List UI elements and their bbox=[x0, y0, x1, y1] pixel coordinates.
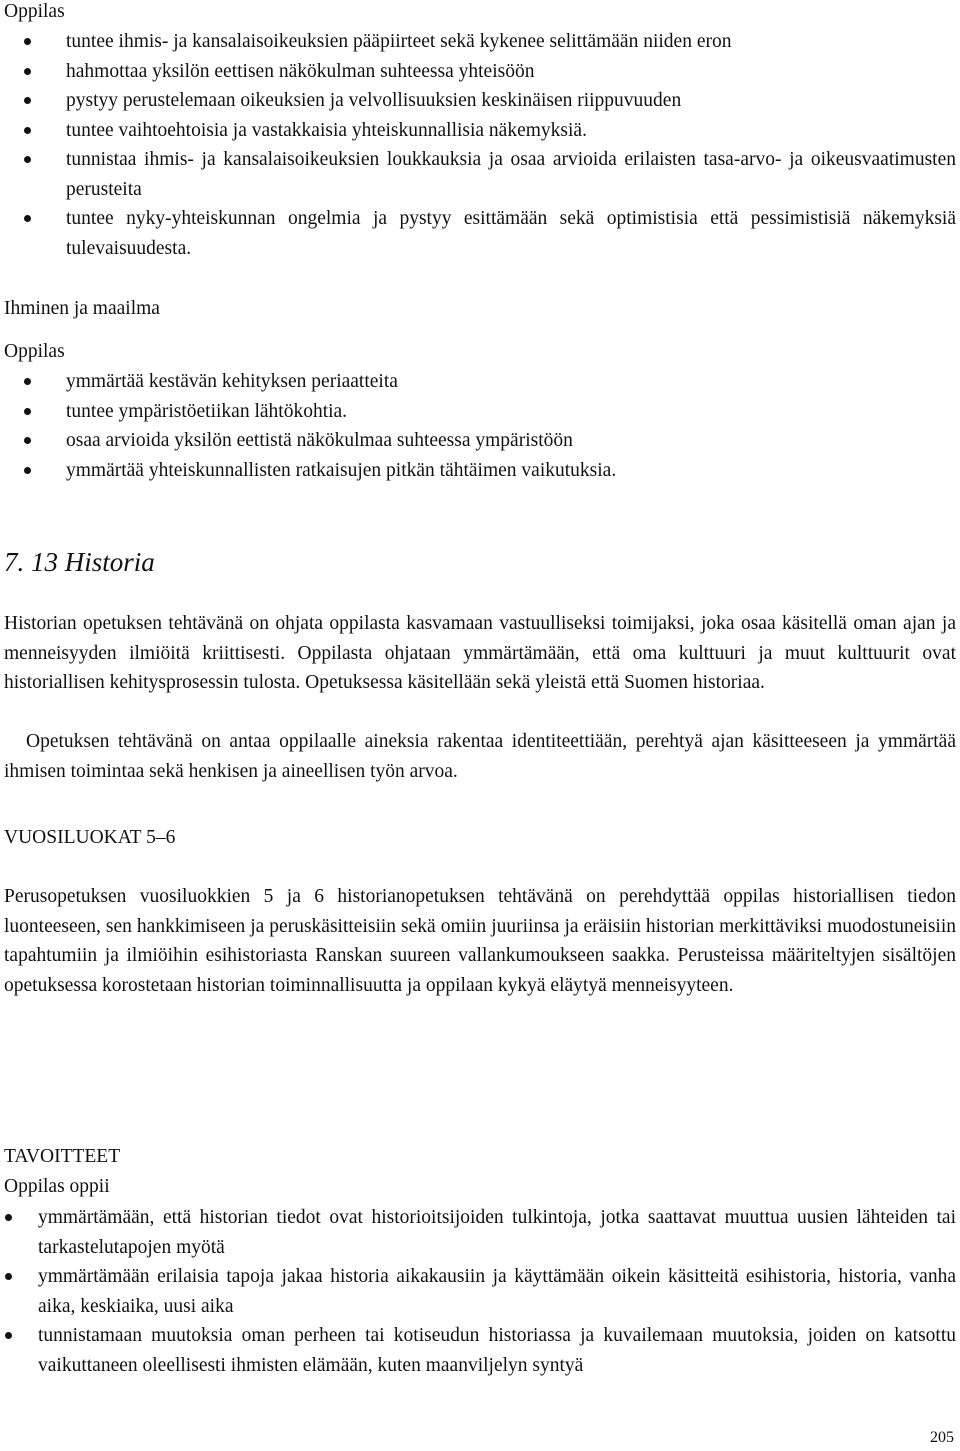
bullet-icon bbox=[24, 467, 31, 474]
block1-list bbox=[4, 27, 956, 263]
bullet-icon bbox=[24, 156, 31, 163]
block2-label: Oppilas bbox=[4, 341, 65, 362]
list-item: tuntee nyky-yhteiskunnan ongelmia ja pystyy esittämään sekä optimistisia että pessimistisiä näkemyksiä tulevaisuudesta. bbox=[4, 204, 956, 263]
section-paragraph-1: Historian opetuksen tehtävänä on ohjata oppilasta kasvamaan vastuulliseksi toimijaksi, joka osaa käsitellä oman ajan ja menneisyyden ilmiöitä kriittisesti. Oppilasta ohjataan ymmärtämään, että oma kulttuuri ja muut kulttuurit ovat historiallisen kehitysprosessin tulosta. Opetuksessa käsitellään sekä yleistä että Suomen historiaa. bbox=[4, 613, 956, 693]
list-item: tuntee ympäristöetiikan lähtökohtia. bbox=[4, 397, 956, 427]
page-number: 205 bbox=[930, 1429, 954, 1446]
goals-list bbox=[4, 1203, 956, 1380]
list-item: osaa arvioida yksilön eettistä näkökulmaa suhteessa ympäristöön bbox=[4, 426, 956, 456]
bullet-icon bbox=[24, 408, 31, 415]
bullet-icon bbox=[24, 38, 31, 45]
list-item: tunnistaa ihmis- ja kansalaisoikeuksien loukkauksia ja osaa arvioida erilaisten tasa-arvo- ja oikeusvaatimusten perusteita bbox=[4, 145, 956, 204]
bullet-icon bbox=[5, 1332, 12, 1339]
list-item: tunnistamaan muutoksia oman perheen tai kotiseudun historiassa ja kuvailemaan muutoksia, joiden on katsottu vaikuttaneen oleellisesti ihmisten elämään, kuten maanviljelyn syntyä bbox=[4, 1321, 956, 1380]
list-item: hahmottaa yksilön eettisen näkökulman suhteessa yhteisöön bbox=[4, 57, 956, 87]
bullet-icon bbox=[24, 437, 31, 444]
list-item: ymmärtämään, että historian tiedot ovat historioitsijoiden tulkintoja, jotka saattavat muuttua uusien lähteiden tai tarkastelutapojen myötä bbox=[4, 1203, 956, 1262]
bullet-icon bbox=[5, 1273, 12, 1280]
grades-heading: VUOSILUOKAT 5–6 bbox=[4, 827, 176, 848]
goals-heading: TAVOITTEET bbox=[4, 1146, 121, 1167]
bullet-icon bbox=[24, 97, 31, 104]
list-item: tuntee vaihtoehtoisia ja vastakkaisia yhteiskunnallisia näkemyksiä. bbox=[4, 116, 956, 146]
list-item: ymmärtää yhteiskunnallisten ratkaisujen pitkän tähtäimen vaikutuksia. bbox=[4, 456, 956, 486]
section-paragraph-2: Opetuksen tehtävänä on antaa oppilaalle aineksia rakentaa identiteettiään, perehtyä ajan käsitteeseen ja ymmärtää ihmisen toimintaa sekä henkisen ja aineellisen työn arvoa. bbox=[4, 731, 956, 782]
block1-label: Oppilas bbox=[4, 1, 65, 22]
block2-list bbox=[4, 367, 956, 485]
list-item: pystyy perustelemaan oikeuksien ja velvollisuuksien keskinäisen riippuvuuden bbox=[4, 86, 956, 116]
goals-label: Oppilas oppii bbox=[4, 1176, 110, 1197]
bullet-icon bbox=[24, 68, 31, 75]
list-item: tuntee ihmis- ja kansalaisoikeuksien pääpiirteet sekä kykenee selittämään niiden eron bbox=[4, 27, 956, 57]
block2-heading: Ihminen ja maailma bbox=[4, 298, 160, 319]
section-title: 7. 13 Historia bbox=[4, 547, 155, 577]
list-item: ymmärtämään erilaisia tapoja jakaa historia aikakausiin ja käyttämään oikein käsitteitä esihistoria, historia, vanha aika, keskiaika, uusi aika bbox=[4, 1262, 956, 1321]
bullet-icon bbox=[24, 215, 31, 222]
list-item: ymmärtää kestävän kehityksen periaatteita bbox=[4, 367, 956, 397]
bullet-icon bbox=[24, 127, 31, 134]
bullet-icon bbox=[5, 1214, 12, 1221]
bullet-icon bbox=[24, 378, 31, 385]
grades-paragraph: Perusopetuksen vuosiluokkien 5 ja 6 historianopetuksen tehtävänä on perehdyttää oppilas historiallisen tiedon luonteeseen, sen hankkimiseen ja peruskäsitteisiin sekä omiin juuriinsa ja eräisiin historian merkittäviksi muodostuneisiin tapahtumiin ja ilmiöihin esihistoriasta Ranskan suureen vallankumoukseen saakka. Perusteissa määriteltyjen sisältöjen opetuksessa korostetaan historian toiminnallisuutta ja oppilaan kykyä eläytyä menneisyyteen. bbox=[4, 886, 956, 996]
